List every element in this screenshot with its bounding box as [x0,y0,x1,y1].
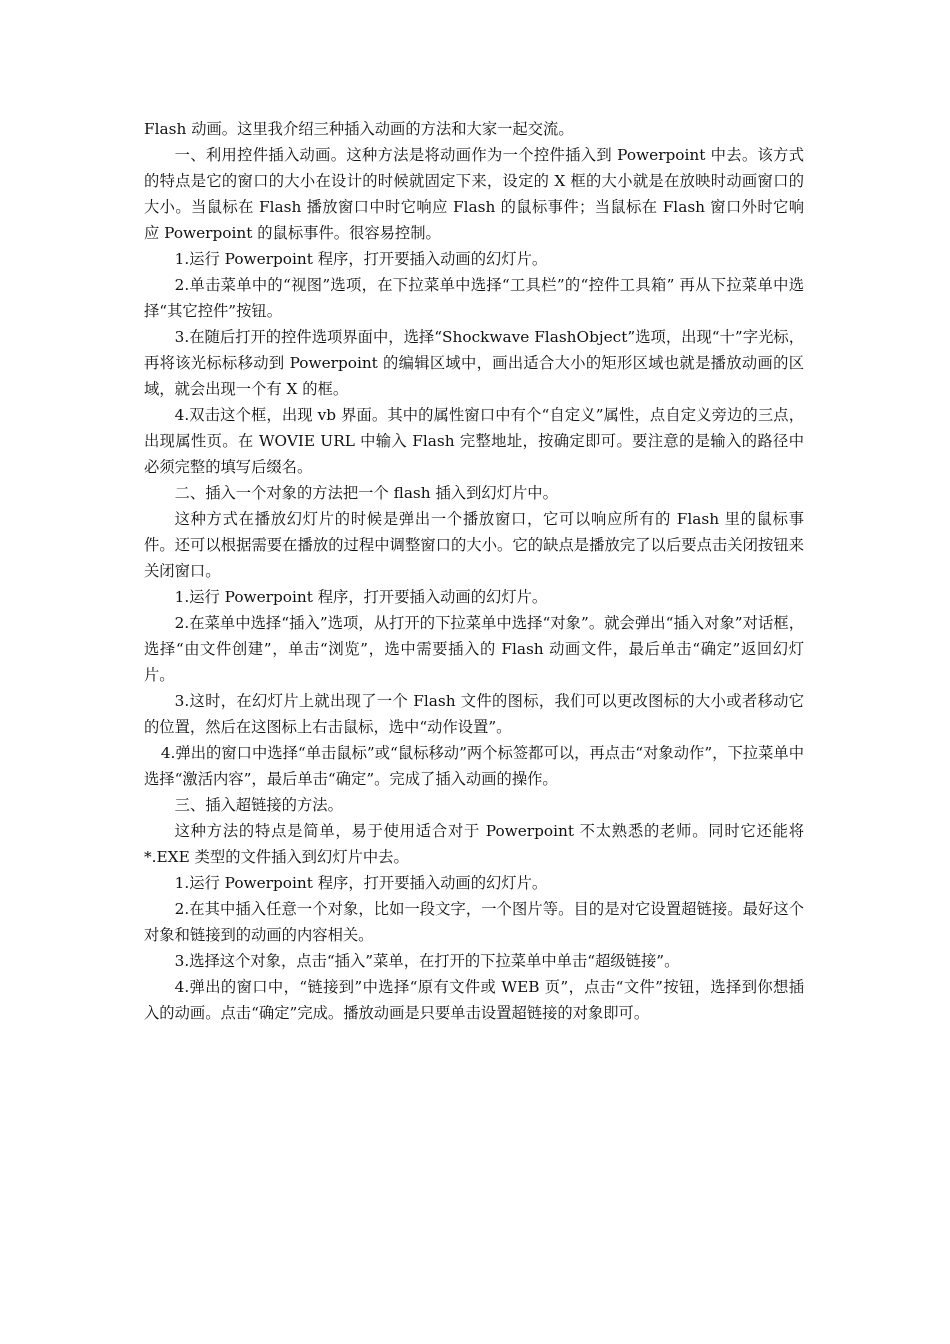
section-1-step-1: 1.运行 Powerpoint 程序，打开要插入动画的幻灯片。 [174,250,548,268]
section-3-step-1: 1.运行 Powerpoint 程序，打开要插入动画的幻灯片。 [174,874,548,892]
section-2-heading: 二、插入一个对象的方法把一个 flash 插入到幻灯片中。 [174,484,558,502]
section-1-step-3: 3.在随后打开的控件选项界面中，选择“Shockwave FlashObject”选项，出现“十”字光标，再将该光标标移动到 Powerpoint 的编辑区域中，画出适合大小的矩形区域也就是播放动画的区域，就会出现一个有 X 的框。 [144,328,804,398]
section-3-step-4: 4.弹出的窗口中，“链接到”中选择“原有文件或 WEB 页”，点击“文件”按钮，选择到你想插入的动画。点击“确定”完成。播放动画是只要单击设置超链接的对象即可。 [144,978,804,1022]
section-3-heading: 三、插入超链接的方法。 [174,796,343,814]
document-body [144,116,804,1026]
section-3-step-2: 2.在其中插入任意一个对象，比如一段文字，一个图片等。目的是对它设置超链接。最好这个对象和链接到的动画的内容相关。 [144,900,804,944]
paragraph-intro: Flash 动画。这里我介绍三种插入动画的方法和大家一起交流。 [144,120,574,138]
section-1-heading-paragraph: 一、利用控件插入动画。这种方法是将动画作为一个控件插入到 Powerpoint 中去。该方式的特点是它的窗口的大小在设计的时候就固定下来，设定的 X 框的大小就是在放映时动画窗口的大小。当鼠标在 Flash 播放窗口中时它响应 Flash 的鼠标事件；当鼠标在 Flash 窗口外时它响应 Powerpoint 的鼠标事件。很容易控制。 [144,146,804,242]
section-3-step-3: 3.选择这个对象，点击“插入”菜单，在打开的下拉菜单中单击“超级链接”。 [174,952,680,970]
section-1-step-4: 4.双击这个框，出现 vb 界面。其中的属性窗口中有个“自定义”属性，点自定义旁边的三点，出现属性页。在 WOVIE URL 中输入 Flash 完整地址，按确定即可。要注意的是输入的路径中必须完整的填写后缀名。 [144,406,804,476]
section-3-description: 这种方法的特点是简单，易于使用适合对于 Powerpoint 不太熟悉的老师。同时它还能将*.EXE 类型的文件插入到幻灯片中去。 [144,822,804,866]
section-2-step-2: 2.在菜单中选择“插入”选项，从打开的下拉菜单中选择“对象”。就会弹出“插入对象”对话框，选择“由文件创建”，单击“浏览”，选中需要插入的 Flash 动画文件，最后单击“确定”返回幻灯片。 [144,614,804,684]
section-2-step-3: 3.这时，在幻灯片上就出现了一个 Flash 文件的图标，我们可以更改图标的大小或者移动它的位置，然后在这图标上右击鼠标，选中“动作设置”。 [144,692,804,736]
section-2-description: 这种方式在播放幻灯片的时候是弹出一个播放窗口，它可以响应所有的 Flash 里的鼠标事件。还可以根据需要在播放的过程中调整窗口的大小。它的缺点是播放完了以后要点击关闭按钮来关闭窗口。 [144,510,804,580]
section-1-step-2: 2.单击菜单中的“视图”选项，在下拉菜单中选择“工具栏”的“控件工具箱” 再从下拉菜单中选择“其它控件”按钮。 [144,276,804,320]
section-2-step-1: 1.运行 Powerpoint 程序，打开要插入动画的幻灯片。 [174,588,548,606]
section-2-step-4: 4.弹出的窗口中选择“单击鼠标”或“鼠标移动”两个标签都可以，再点击“对象动作”，下拉菜单中选择“激活内容”，最后单击“确定”。完成了插入动画的操作。 [144,744,804,788]
